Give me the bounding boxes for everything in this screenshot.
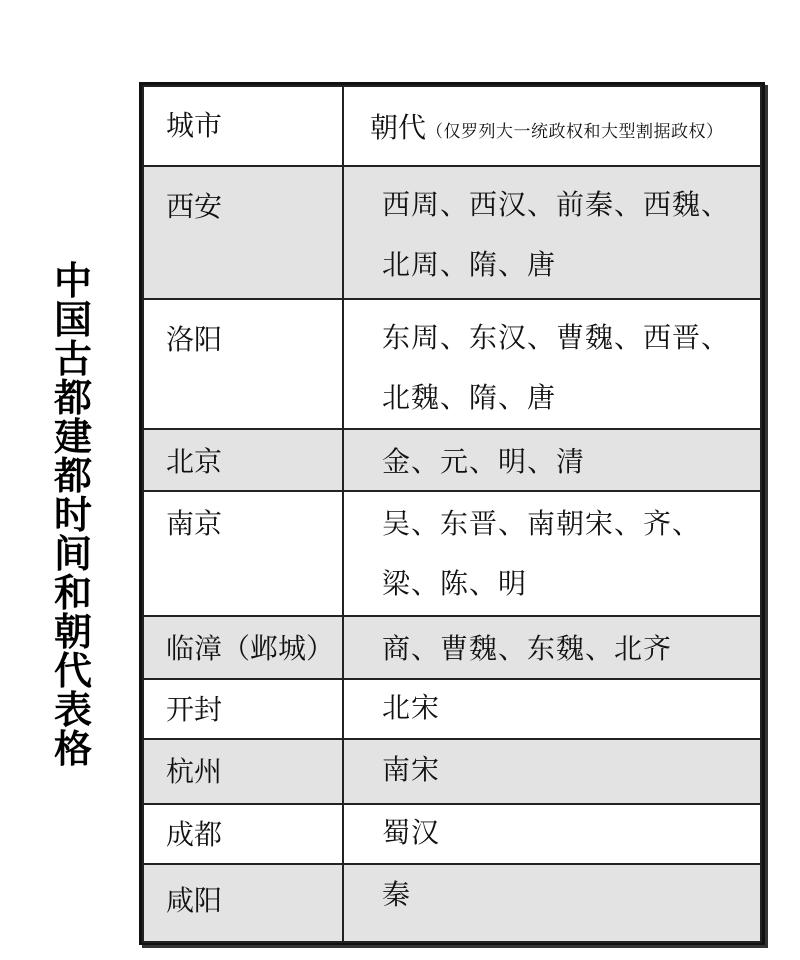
dynasty-cell: 吴、东晋、南朝宋、齐、梁、陈、明 xyxy=(382,507,702,600)
dynasty-cell: 北宋 xyxy=(382,691,441,724)
header-dynasty-note: （仅罗列大一统政权和大型割据政权） xyxy=(426,122,724,142)
city-cell: 洛阳 xyxy=(166,323,223,356)
header-cell-dynasty xyxy=(343,86,761,166)
dynasty-cell: 西周、西汉、前秦、西魏、北周、隋、唐 xyxy=(382,188,731,281)
dynasty-cell: 东周、东汉、曹魏、西晋、北魏、隋、唐 xyxy=(382,321,731,414)
capitals-table xyxy=(139,82,765,945)
table-row xyxy=(143,616,761,679)
header-cell-city xyxy=(143,86,343,166)
city-cell: 南京 xyxy=(166,507,223,540)
city-cell: 成都 xyxy=(166,818,223,851)
dynasty-cell: 秦 xyxy=(382,878,412,911)
table-row xyxy=(143,429,761,491)
table-row xyxy=(143,804,761,864)
table-row xyxy=(143,864,761,942)
table-row xyxy=(143,491,761,616)
header-city-label: 城市 xyxy=(166,109,223,142)
page-title: 中国古都建都时间和朝代表格 xyxy=(53,259,92,771)
table-row xyxy=(143,739,761,804)
city-cell: 杭州 xyxy=(166,755,223,788)
city-cell: 临漳（邺城） xyxy=(166,632,335,665)
city-cell: 北京 xyxy=(166,445,223,478)
city-cell: 开封 xyxy=(166,693,223,726)
dynasty-cell: 蜀汉 xyxy=(382,816,441,849)
city-cell: 咸阳 xyxy=(166,884,223,917)
table-header-row xyxy=(143,86,761,166)
city-cell: 西安 xyxy=(166,190,223,223)
header-dynasty-label: 朝代 xyxy=(370,111,427,144)
dynasty-cell: 南宋 xyxy=(382,753,441,786)
dynasty-cell: 商、曹魏、东魏、北齐 xyxy=(382,632,673,665)
table-row xyxy=(143,679,761,739)
dynasty-cell: 金、元、明、清 xyxy=(382,445,586,478)
table-row xyxy=(143,166,761,299)
table-row xyxy=(143,299,761,429)
